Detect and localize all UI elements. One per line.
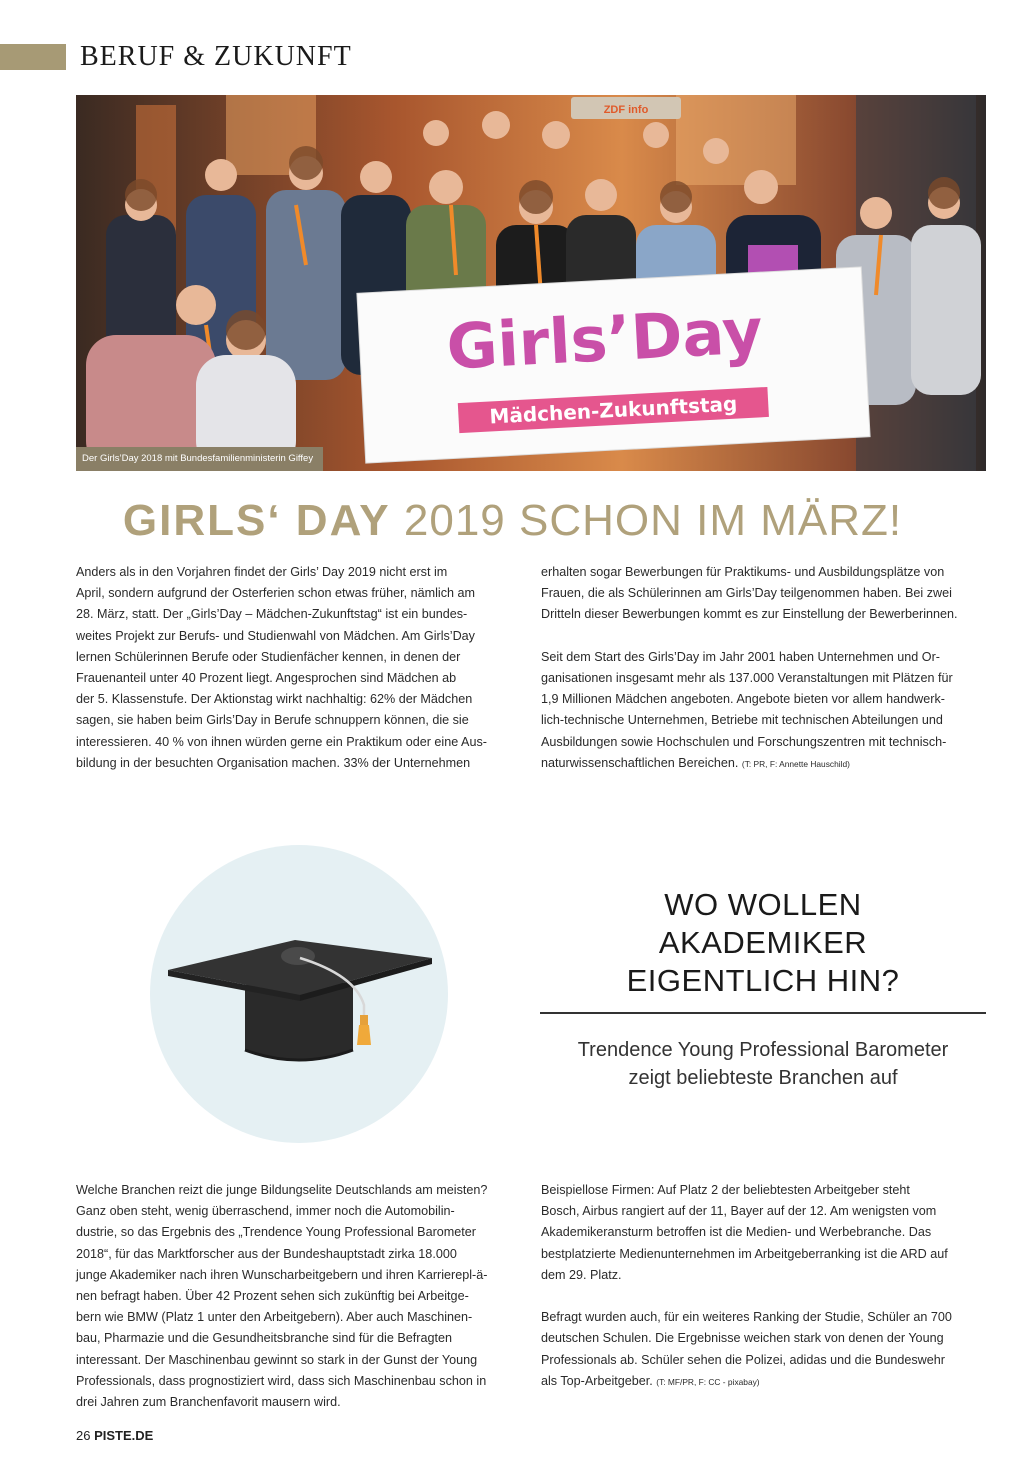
text-line: Seit dem Start des Girls’Day im Jahr 2001 haben Unternehmen und Or- bbox=[541, 649, 940, 664]
text-line-content: als Top-Arbeitgeber. bbox=[541, 1373, 653, 1388]
text-line: erhalten sogar Bewerbungen für Praktikums- und Ausbildungsplätze von bbox=[541, 565, 945, 579]
subtitle-line: zeigt beliebteste Branchen auf bbox=[628, 1067, 898, 1089]
text-line: ganisationen insgesamt mehr als 137.000 Veranstaltungen mit Plätzen für bbox=[541, 671, 953, 685]
text-line: Akademikeransturm betroffen ist die Medien- und Werbebranche. Das bbox=[541, 1225, 932, 1240]
text-line: Professionals, dass prognostiziert wird, dass sich Maschinenbau schon in bbox=[76, 1373, 487, 1388]
page-footer bbox=[76, 1428, 153, 1443]
article1-right-column bbox=[541, 562, 987, 775]
text-line: lernen Schülerinnen Berufe oder Studienfächer kennen, in denen der bbox=[76, 649, 461, 664]
text-line: 28. März, statt. Der „Girls’Day – Mädchen-Zukunftstag“ ist ein bundes- bbox=[76, 607, 468, 622]
text-line bbox=[541, 753, 987, 775]
text-line: sagen, sie haben beim Girls’Day in Berufe schnuppern können, die sie bbox=[76, 713, 469, 728]
text-line: Bosch, Airbus rangiert auf der 11, Bayer auf der 12. Am wenigsten vom bbox=[541, 1204, 937, 1219]
title-divider bbox=[540, 1012, 986, 1014]
title-line: EIGENTLICH HIN? bbox=[626, 963, 900, 998]
banner-word: Girls’Day bbox=[444, 294, 765, 384]
text-line: bau, Pharmazie und die Gesundheitsbranche sind für die Befragten bbox=[76, 1331, 452, 1346]
text-line: Anders als in den Vorjahren findet der Girls’ Day 2019 nicht erst im bbox=[76, 565, 448, 579]
article2-credit: (T: MF/PR, F: CC - pixabay) bbox=[656, 1376, 760, 1387]
text-line: Ganz oben steht, wenig überraschend, immer noch die Automobilin- bbox=[76, 1204, 455, 1219]
section-color-bar bbox=[0, 44, 66, 70]
text-line: Befragt wurden auch, für ein weiteres Ranking der Studie, Schüler an 700 bbox=[541, 1310, 952, 1325]
text-line: interessant. Der Maschinenbau gewinnt so stark in der Gunst der Young bbox=[76, 1352, 478, 1367]
text-line: Welche Branchen reizt die junge Bildungselite Deutschlands am meisten? bbox=[76, 1183, 488, 1197]
banner-subtitle: Mädchen-Zukunftstag bbox=[488, 391, 738, 429]
text-line: lich-technische Unternehmen, Betriebe mit technischen Abteilungen und bbox=[541, 713, 943, 728]
article2-left-column bbox=[76, 1180, 521, 1413]
graduation-cap-icon bbox=[150, 845, 448, 1143]
text-line: drei Jahren zum Branchenfavorit mausern wird. bbox=[76, 1395, 341, 1410]
text-line-content: naturwissenschaftlichen Bereichen. bbox=[541, 755, 739, 770]
text-line bbox=[541, 1371, 987, 1393]
headline-light: 2019 SCHON IM MÄRZ! bbox=[403, 496, 903, 545]
article2-title bbox=[540, 886, 986, 1000]
text-line: bestplatzierte Medienunternehmen im Arbeitgeberranking ist die ARD auf bbox=[541, 1246, 948, 1261]
photo-caption: Der Girls’Day 2018 mit Bundesfamilienministerin Giffey bbox=[76, 447, 323, 471]
title-line: AKADEMIKER bbox=[658, 925, 868, 960]
section-title: BERUF & ZUKUNFT bbox=[80, 41, 352, 72]
text-line: Professionals ab. Schüler sehen die Polizei, adidas und die Bundeswehr bbox=[541, 1352, 945, 1367]
text-line: 1,9 Millionen Mädchen angeboten. Angebote bieten vor allem handwerk- bbox=[541, 692, 945, 707]
footer-brand: PISTE.DE bbox=[94, 1428, 154, 1443]
article1-credit: (T: PR, F: Annette Hauschild) bbox=[741, 758, 850, 769]
text-line: Beispiellose Firmen: Auf Platz 2 der beliebtesten Arbeitgeber steht bbox=[541, 1183, 910, 1197]
text-line: nen befragt haben. Über 42 Prozent sehen sich zukünftig bei Arbeitge- bbox=[76, 1289, 469, 1304]
text-line: dustrie, so das Ergebnis des „Trendence Young Professional Barometer bbox=[76, 1225, 476, 1240]
text-line: der 5. Klassenstufe. Der Aktionstag wirkt nachhaltig: 62% der Mädchen bbox=[76, 692, 473, 707]
subtitle-line: Trendence Young Professional Barometer bbox=[577, 1039, 949, 1061]
text-line: bern wie BMW (Platz 1 unter den Arbeitgebern). Aber auch Maschinen- bbox=[76, 1310, 473, 1325]
text-line: Frauen, die als Schülerinnen am Girls’Day teilgenommen haben. Bei zwei bbox=[541, 586, 952, 601]
article1-left-column bbox=[76, 562, 516, 774]
text-line: junge Akademiker nach ihren Wunscharbeitgebern und ihren Karrierepl-ä- bbox=[76, 1267, 488, 1282]
text-line: bildung in der besuchten Organisation machen. 33% der Unternehmen bbox=[76, 755, 471, 770]
text-line: April, sondern aufgrund der Osterferien schon etwas früher, nämlich am bbox=[76, 586, 476, 601]
group-photo-illustration bbox=[76, 95, 986, 471]
page-number: 26 bbox=[76, 1428, 91, 1443]
title-line: WO WOLLEN bbox=[664, 887, 862, 922]
text-line: Ausbildungen sowie Hochschulen und Forschungszentren mit technisch- bbox=[541, 734, 947, 749]
text-line: dem 29. Platz. bbox=[541, 1267, 622, 1282]
text-line: deutschen Schulen. Die Ergebnisse weichen stark von denen der Young bbox=[541, 1331, 944, 1346]
text-line: interessieren. 40 % von ihnen würden gerne ein Praktikum oder eine Aus- bbox=[76, 734, 487, 749]
article2-right-column bbox=[541, 1180, 987, 1393]
article2-subtitle bbox=[540, 1036, 986, 1092]
article-photo bbox=[76, 95, 986, 471]
text-line: Dritteln dieser Bewerbungen kommt es zur Einstellung der Bewerberinnen. bbox=[541, 607, 958, 622]
text-line: 2018“, für das Marktforscher aus der Bundeshauptstadt zirka 18.000 bbox=[76, 1246, 457, 1261]
sign-text: ZDF info bbox=[603, 104, 649, 116]
headline-bold: GIRLS‘ DAY bbox=[122, 496, 391, 545]
article1-headline bbox=[0, 493, 1025, 549]
text-line: weites Projekt zur Berufs- und Studienwahl von Mädchen. Am Girls’Day bbox=[76, 628, 475, 643]
text-line: Frauenanteil unter 40 Prozent liegt. Angesprochen sind Mädchen ab bbox=[76, 671, 457, 686]
